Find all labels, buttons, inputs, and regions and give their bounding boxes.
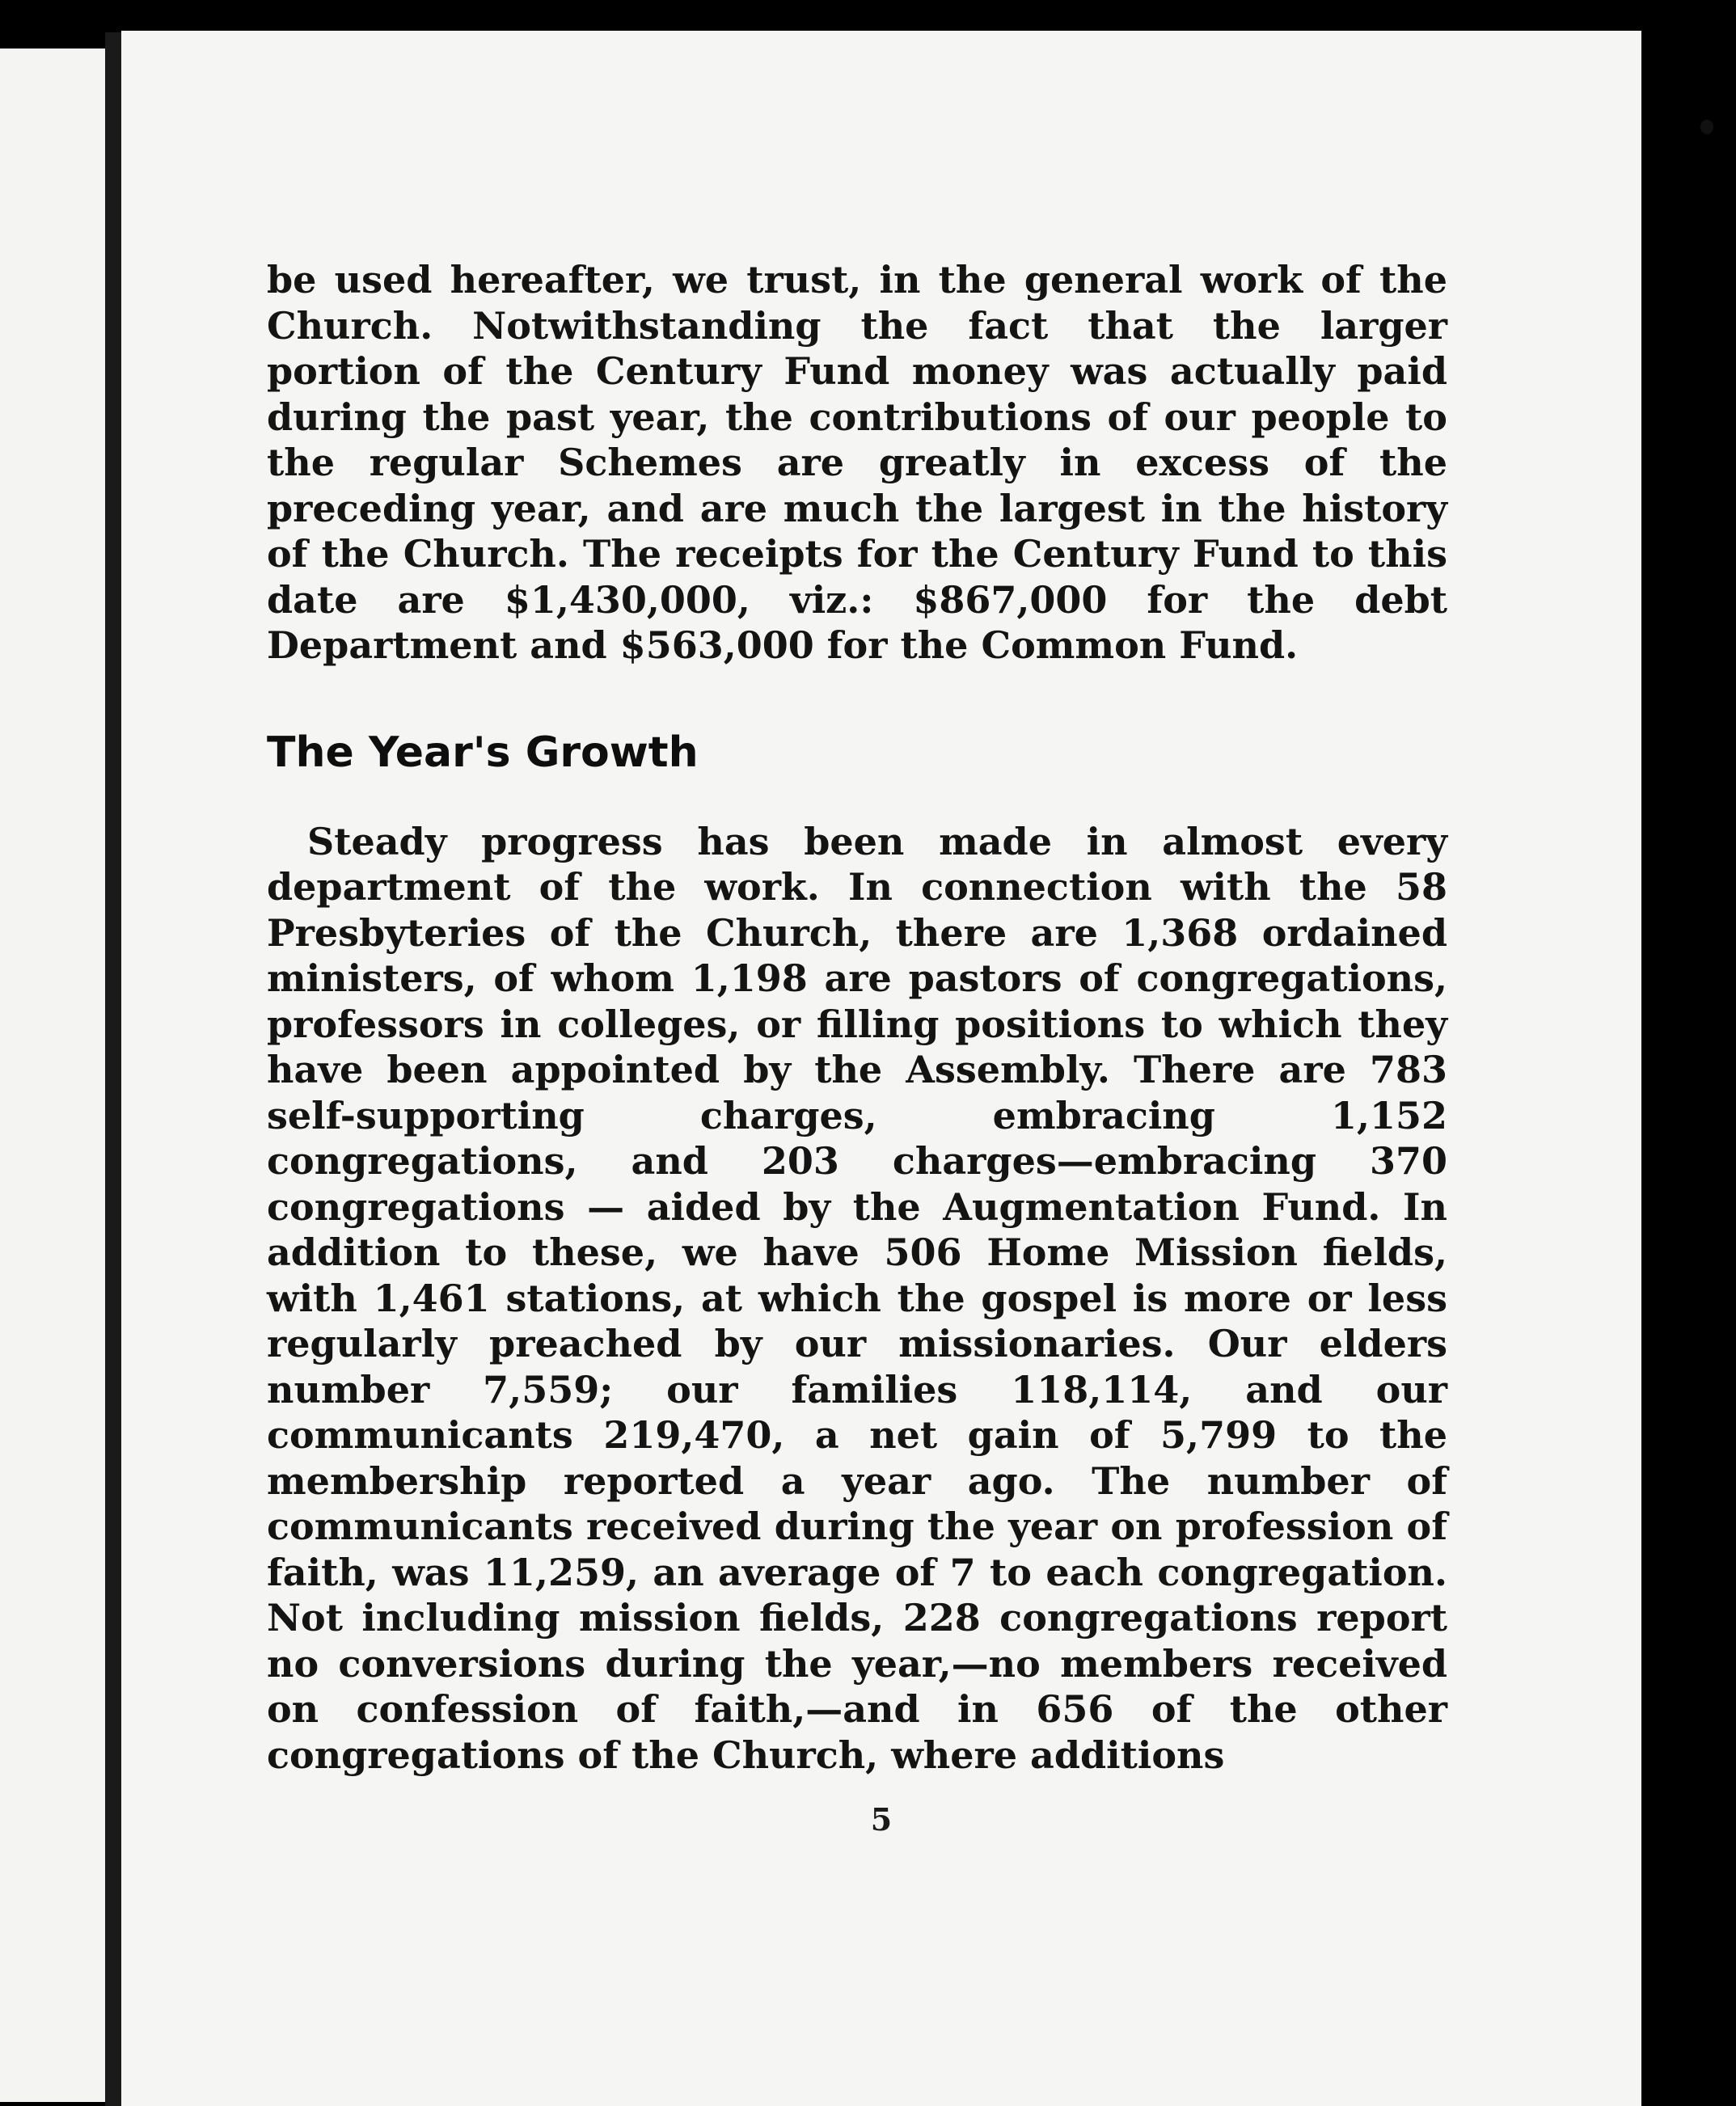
page-fold-shadow: [105, 32, 121, 2106]
page-number: 5: [870, 1801, 893, 1838]
section-heading: The Year's Growth: [267, 728, 699, 777]
previous-page-edge: [0, 49, 105, 2102]
document-page: [121, 31, 1641, 2106]
page-body: [267, 257, 1447, 1778]
scan-speck: [1700, 120, 1713, 134]
paragraph-century-fund: be used hereafter, we trust, in the general work of the Church. Notwithstanding the fact that the larger portion of the Century Fund money was actually paid during the past year, the contributions of our people to the regular Schemes are greatly in excess of the preceding year, and are much the largest in the history of the Church. The receipts for the Century Fund to this date are $1,430,000, viz.: $867,000 for the debt Department and $563,000 for the Common Fund.: [267, 258, 1447, 667]
paragraph-years-growth: Steady progress has been made in almost every department of the work. In connection with the 58 Presbyteries of the Church, there are 1,368 ordained ministers, of whom 1,198 are pastors of congregations, professors in colleges, or filling positions to which they have been appointed by the Assembly. There are 783 self-supporting charges, embracing 1,152 congregations, and 203 charges—embracing 370 congregations — aided by the Augmentation Fund. In addition to these, we have 506 Home Mission fields, with 1,461 stations, at which the gospel is more or less regularly preached by our missionaries. Our elders number 7,559; our families 118,114, and our communicants 219,470, a net gain of 5,799 to the membership reported a year ago. The number of communicants received during the year on profession of faith, was 11,259, an average of 7 to each congregation. Not including mission fields, 228 congregations report no conversions during the year,—no members received on confession of faith,—and in 656 of the other congregations of the Church, where additions: [267, 819, 1447, 1777]
